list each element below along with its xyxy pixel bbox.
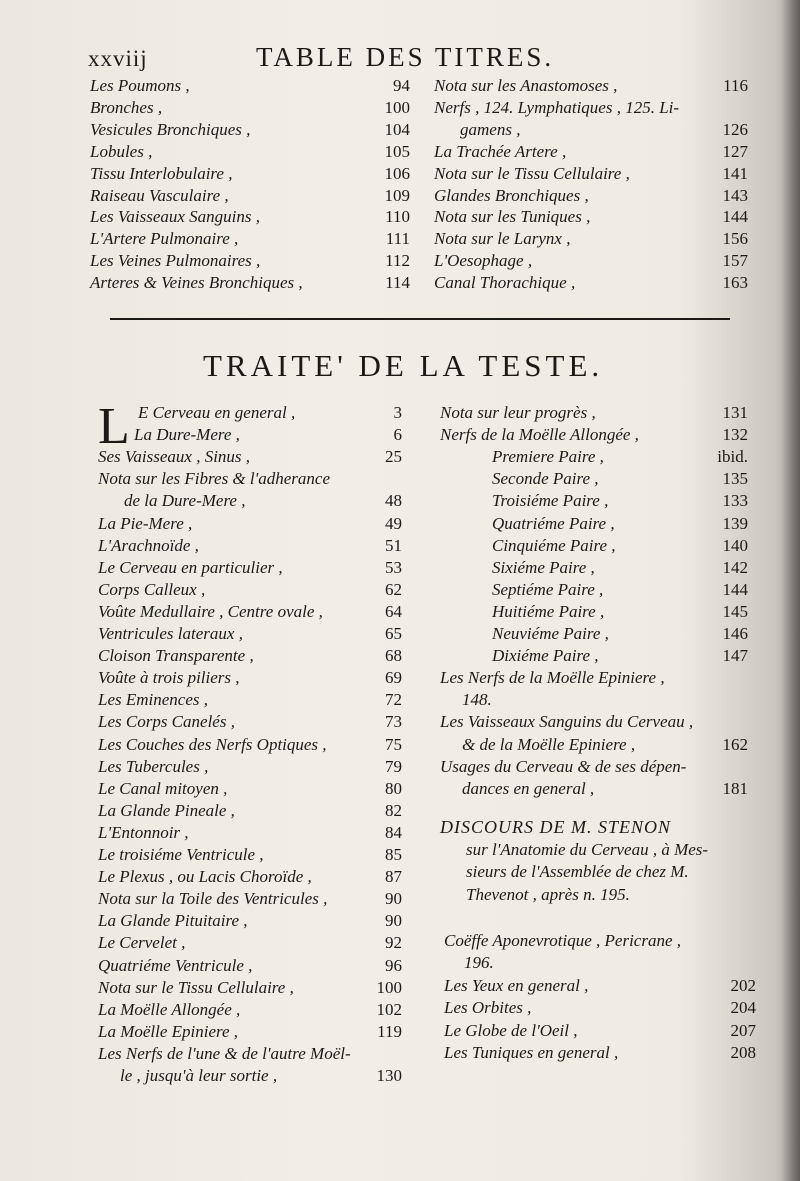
- toc-entry-title: Nota sur les Fibres & l'adherance: [98, 469, 331, 489]
- toc-entry-page: 109: [384, 185, 410, 205]
- toc-entry: [98, 491, 402, 513]
- toc-entry-page: 145: [722, 601, 748, 621]
- toc-entry: [90, 273, 410, 295]
- toc-entry-title: Les Couches des Nerfs Optiques ,: [98, 734, 327, 754]
- toc-entry-page: 126: [722, 119, 748, 139]
- toc-entry: [98, 1022, 402, 1044]
- toc-entry-page: 130: [376, 1066, 402, 1085]
- toc-entry-title: Troisiéme Paire ,: [492, 491, 609, 511]
- toc-entry: [444, 931, 756, 953]
- toc-entry: [440, 558, 748, 580]
- toc-entry: [434, 120, 748, 142]
- toc-entry: [440, 757, 748, 779]
- toc-entry: [434, 186, 748, 208]
- section-divider: [110, 318, 730, 320]
- toc-entry-page: 133: [722, 491, 748, 511]
- discours-text: DISCOURS DE M. STENON: [440, 817, 671, 837]
- toc-entry: [440, 580, 748, 602]
- toc-entry-page: 100: [384, 97, 410, 117]
- toc-entry-title: Canal Thorachique ,: [434, 273, 576, 293]
- toc-entry: [98, 823, 402, 845]
- toc-entry-title: gamens ,: [460, 119, 521, 139]
- toc-entry-title: Corps Calleux ,: [98, 579, 206, 599]
- toc-entry-page: 146: [722, 624, 748, 643]
- toc-entry-page: 127: [722, 141, 748, 161]
- toc-entry: [90, 186, 410, 208]
- toc-entry: [98, 624, 402, 646]
- toc-entry: [98, 602, 402, 624]
- running-title: TABLE DES TITRES.: [256, 42, 555, 72]
- toc-entry: [434, 98, 748, 120]
- toc-entry-title: Les Orbites ,: [444, 998, 532, 1018]
- toc-entry: [90, 98, 410, 120]
- toc-entry-title: Bronches ,: [90, 97, 163, 117]
- toc-entry-title: Premiere Paire ,: [492, 447, 604, 467]
- toc-entry: [434, 273, 748, 295]
- toc-entry: [98, 646, 402, 668]
- toc-entry: [98, 757, 402, 779]
- toc-entry-page: 162: [722, 734, 748, 754]
- toc-entry-page: 65: [385, 624, 402, 643]
- toc-entry-title: Le Canal mitoyen ,: [98, 778, 228, 798]
- toc-entry-title: Glandes Bronchiques ,: [434, 185, 589, 205]
- toc-entry: [90, 120, 410, 142]
- toc-entry-title: Tissu Interlobulaire ,: [90, 163, 233, 183]
- toc-entry-title: Usages du Cerveau & de ses dépen-: [440, 756, 687, 776]
- toc-entry: [98, 403, 402, 425]
- toc-entry-page: 156: [722, 229, 748, 249]
- toc-entry-title: Le troisiéme Ventricule ,: [98, 845, 264, 864]
- toc-entry: [98, 425, 402, 447]
- toc-entry: [440, 735, 748, 757]
- toc-entry-title: Seconde Paire ,: [492, 469, 599, 489]
- toc-entry-title: La Moëlle Epiniere ,: [98, 1021, 239, 1041]
- toc-entry-title: Vesicules Bronchiques ,: [90, 119, 251, 139]
- toc-entry-title: Les Tuniques en general ,: [444, 1043, 619, 1062]
- toc-entry: [98, 911, 402, 933]
- toc-entry-title: Neuviéme Paire ,: [492, 624, 609, 643]
- toc-entry-title: Cloison Transparente ,: [98, 646, 254, 666]
- toc-entry-page: 139: [722, 513, 748, 533]
- toc-entry: [440, 624, 748, 646]
- toc-entry-title: Nota sur le Tissu Cellulaire ,: [434, 163, 630, 183]
- toc-entry-page: 85: [385, 845, 402, 864]
- toc-entry-title: La Glande Pituitaire ,: [98, 911, 248, 931]
- page-spine-shadow: [782, 0, 800, 1181]
- discours-line: [440, 862, 760, 884]
- drop-cap: L: [98, 398, 130, 455]
- toc-entry-title: L'Oesophage ,: [434, 251, 533, 271]
- toc-entry-page: 204: [730, 998, 756, 1018]
- toc-entry: [434, 251, 748, 273]
- toc-entry-title: Dixiéme Paire ,: [492, 646, 599, 666]
- toc-entry: [440, 491, 748, 513]
- toc-entry: [98, 933, 402, 955]
- toc-entry: [440, 668, 748, 690]
- discours-line: [440, 840, 760, 862]
- toc-entry-title: Arteres & Veines Bronchiques ,: [90, 273, 303, 293]
- toc-entry-title: Le Globe de l'Oeil ,: [444, 1020, 578, 1040]
- toc-entry: [444, 1021, 756, 1043]
- toc-entry-title: La Moëlle Allongée ,: [98, 999, 241, 1019]
- toc-entry-title: le , jusqu'à leur sortie ,: [120, 1066, 278, 1085]
- toc-entry-title: Nota sur les Anastomoses ,: [434, 76, 618, 95]
- toc-entry-title: Les Veines Pulmonaires ,: [90, 251, 261, 271]
- toc-entry-title: Quatriéme Ventricule ,: [98, 955, 253, 975]
- toc-entry: [90, 142, 410, 164]
- toc-entry-title: Lobules ,: [90, 141, 153, 161]
- toc-entry-page: 80: [385, 778, 402, 798]
- toc-entry-title: Huitiéme Paire ,: [492, 601, 605, 621]
- toc-entry: [98, 735, 402, 757]
- toc-entry-page: 144: [722, 579, 748, 599]
- toc-entry: [440, 712, 748, 734]
- toc-entry: [98, 690, 402, 712]
- toc-entry-page: 53: [385, 557, 402, 577]
- toc-entry-page: 104: [384, 119, 410, 139]
- toc-entry-title: Nota sur les Tuniques ,: [434, 207, 591, 227]
- toc-entry-title: dances en general ,: [462, 778, 595, 798]
- toc-entry-page: 202: [730, 975, 756, 995]
- toc-entry-title: E Cerveau en general ,: [138, 403, 296, 422]
- toc-entry-page: 163: [722, 273, 748, 293]
- toc-entry-page: 157: [722, 251, 748, 271]
- toc-entry-page: 132: [722, 425, 748, 445]
- toc-entry: [434, 229, 748, 251]
- toc-entry-page: 68: [385, 646, 402, 666]
- toc-entry-title: Les Nerfs de la Moëlle Epiniere ,: [440, 668, 665, 688]
- section-title: TRAITE' DE LA TESTE.: [203, 348, 604, 383]
- toc-entry-title: de la Dure-Mere ,: [124, 491, 246, 511]
- toc-entry-title: Les Vaisseaux Sanguins du Cerveau ,: [440, 712, 694, 732]
- toc-entry-title: L'Entonnoir ,: [98, 822, 189, 842]
- toc-entry: [98, 1000, 402, 1022]
- toc-entry-title: 148.: [462, 690, 492, 710]
- toc-entry-title: Quatriéme Paire ,: [492, 513, 615, 533]
- toc-entry: [444, 998, 756, 1020]
- toc-entry: [98, 978, 402, 1000]
- toc-entry: [98, 712, 402, 734]
- toc-entry-page: 140: [722, 535, 748, 555]
- toc-entry: [98, 867, 402, 889]
- toc-entry-page: 69: [385, 668, 402, 688]
- toc-entry-page: 112: [385, 251, 410, 271]
- toc-entry-page: 84: [385, 822, 402, 842]
- toc-entry-page: 48: [385, 491, 402, 511]
- toc-entry: [434, 76, 748, 98]
- page-number: xxviij: [88, 46, 148, 71]
- toc-entry-page: 49: [385, 513, 402, 533]
- toc-entry-title: Nerfs de la Moëlle Allongée ,: [440, 425, 639, 445]
- toc-entry-page: 100: [376, 977, 402, 997]
- toc-entry-title: Nota sur le Tissu Cellulaire ,: [98, 977, 294, 997]
- toc-entry-title: Les Nerfs de l'une & de l'autre Moël-: [98, 1043, 351, 1063]
- toc-entry-page: 144: [722, 207, 748, 227]
- toc-entry: [98, 1066, 402, 1088]
- toc-entry: [440, 425, 748, 447]
- toc-entry-page: 94: [393, 76, 410, 95]
- toc-entry-title: Les Poumons ,: [90, 76, 190, 95]
- toc-entry: [90, 76, 410, 98]
- toc-entry-page: 82: [385, 800, 402, 820]
- discours-text: sur l'Anatomie du Cerveau , à Mes-: [466, 839, 709, 859]
- toc-entry-page: 207: [730, 1020, 756, 1040]
- toc-entry-title: Nota sur leur progrès ,: [440, 403, 596, 422]
- toc-entry-page: 142: [722, 557, 748, 577]
- toc-entry-title: Septiéme Paire ,: [492, 579, 604, 599]
- toc-entry: [90, 251, 410, 273]
- toc-entry-page: 131: [722, 403, 748, 422]
- toc-entry-page: 90: [385, 889, 402, 909]
- toc-entry-title: Nerfs , 124. Lymphatiques , 125. Li-: [434, 97, 680, 117]
- toc-entry: [440, 779, 748, 801]
- toc-entry-page: 62: [385, 579, 402, 599]
- toc-entry-title: La Trachée Artere ,: [434, 141, 567, 161]
- toc-entry: [440, 536, 748, 558]
- toc-entry-page: 3: [393, 403, 402, 422]
- toc-entry-page: 96: [385, 955, 402, 975]
- toc-entry: [434, 207, 748, 229]
- toc-entry-title: L'Arachnoïde ,: [98, 535, 199, 555]
- toc-entry-page: 72: [385, 690, 402, 710]
- toc-entry-title: Les Tubercules ,: [98, 756, 209, 776]
- toc-entry: [98, 469, 402, 491]
- running-header: [88, 42, 728, 76]
- toc-entry-page: 75: [385, 734, 402, 754]
- toc-entry-page: 73: [385, 712, 402, 732]
- toc-entry: [440, 602, 748, 624]
- toc-entry-page: 105: [384, 141, 410, 161]
- toc-entry: [98, 889, 402, 911]
- discours-text: Thevenot , après n. 195.: [466, 884, 630, 904]
- toc-entry: [440, 447, 748, 469]
- toc-entry: [98, 1044, 402, 1066]
- toc-entry-page: 79: [385, 756, 402, 776]
- toc-entry: [440, 514, 748, 536]
- toc-entry-title: Raiseau Vasculaire ,: [90, 185, 229, 205]
- toc-entry-title: La Glande Pineale ,: [98, 800, 235, 820]
- toc-entry: [440, 690, 748, 712]
- discours-text: sieurs de l'Assemblée de chez M.: [466, 862, 689, 881]
- toc-entry-title: Le Cervelet ,: [98, 933, 186, 953]
- toc-entry-title: Le Plexus , ou Lacis Choroïde ,: [98, 867, 312, 887]
- toc-entry: [98, 580, 402, 602]
- toc-entry: [98, 536, 402, 558]
- toc-entry: [434, 142, 748, 164]
- toc-entry-title: 196.: [464, 953, 494, 973]
- toc-entry: [90, 207, 410, 229]
- toc-entry-page: 119: [377, 1021, 402, 1041]
- toc-entry-page: 147: [722, 646, 748, 666]
- toc-entry-title: Les Corps Canelés ,: [98, 712, 235, 732]
- toc-entry-page: 6: [393, 425, 402, 445]
- toc-entry-page: 111: [385, 229, 410, 249]
- toc-entry: [440, 403, 748, 425]
- toc-entry: [98, 845, 402, 867]
- toc-entry: [98, 668, 402, 690]
- toc-entry-page: 208: [730, 1043, 756, 1062]
- toc-entry-title: Nota sur la Toile des Ventricules ,: [98, 889, 328, 909]
- toc-entry-page: 64: [385, 601, 402, 621]
- toc-entry-title: Le Cerveau en particulier ,: [98, 557, 283, 577]
- toc-entry-page: 102: [376, 999, 402, 1019]
- toc-entry-title: Coëffe Aponevrotique , Pericrane ,: [444, 931, 681, 950]
- toc-entry: [98, 447, 402, 469]
- toc-entry: [90, 164, 410, 186]
- toc-entry-title: L'Artere Pulmonaire ,: [90, 229, 239, 249]
- toc-entry: [98, 514, 402, 536]
- toc-entry-page: 90: [385, 911, 402, 931]
- toc-entry: [98, 558, 402, 580]
- toc-entry-page: 116: [723, 76, 748, 95]
- toc-entry: [444, 1043, 756, 1065]
- toc-entry-page: 181: [722, 778, 748, 798]
- toc-entry-title: Voûte à trois piliers ,: [98, 668, 240, 688]
- toc-entry: [440, 469, 748, 491]
- toc-entry: [444, 976, 756, 998]
- toc-entry-title: Cinquiéme Paire ,: [492, 535, 616, 555]
- toc-entry: [98, 956, 402, 978]
- discours-line: [440, 885, 760, 907]
- toc-entry-title: Ventricules lateraux ,: [98, 624, 243, 643]
- toc-entry-title: Sixiéme Paire ,: [492, 557, 595, 577]
- toc-entry-page: 25: [385, 447, 402, 467]
- toc-entry: [98, 779, 402, 801]
- toc-entry-page: 141: [722, 163, 748, 183]
- toc-entry: [98, 801, 402, 823]
- toc-entry: [434, 164, 748, 186]
- toc-entry-title: La Pie-Mere ,: [98, 513, 193, 533]
- toc-entry-title: La Dure-Mere ,: [134, 425, 240, 445]
- toc-entry-title: Les Vaisseaux Sanguins ,: [90, 207, 260, 227]
- toc-entry-title: Ses Vaisseaux , Sinus ,: [98, 447, 251, 467]
- toc-entry-page: 92: [385, 933, 402, 953]
- discours-heading: [440, 817, 760, 839]
- toc-entry-page: 87: [385, 867, 402, 887]
- toc-entry-title: Les Yeux en general ,: [444, 975, 589, 995]
- toc-entry: [444, 953, 756, 975]
- toc-entry-page: 110: [385, 207, 410, 227]
- toc-entry: [90, 229, 410, 251]
- toc-entry-page: 143: [722, 185, 748, 205]
- toc-entry-title: Nota sur le Larynx ,: [434, 229, 571, 249]
- toc-entry: [440, 646, 748, 668]
- toc-entry-title: Voûte Medullaire , Centre ovale ,: [98, 601, 323, 621]
- toc-entry-page: 106: [384, 163, 410, 183]
- toc-entry-page: 51: [385, 535, 402, 555]
- toc-entry-title: Les Eminences ,: [98, 690, 209, 710]
- toc-entry-page: ibid.: [717, 447, 748, 467]
- toc-entry-title: & de la Moëlle Epiniere ,: [462, 734, 636, 754]
- toc-entry-page: 114: [385, 273, 410, 293]
- toc-entry-page: 135: [722, 469, 748, 489]
